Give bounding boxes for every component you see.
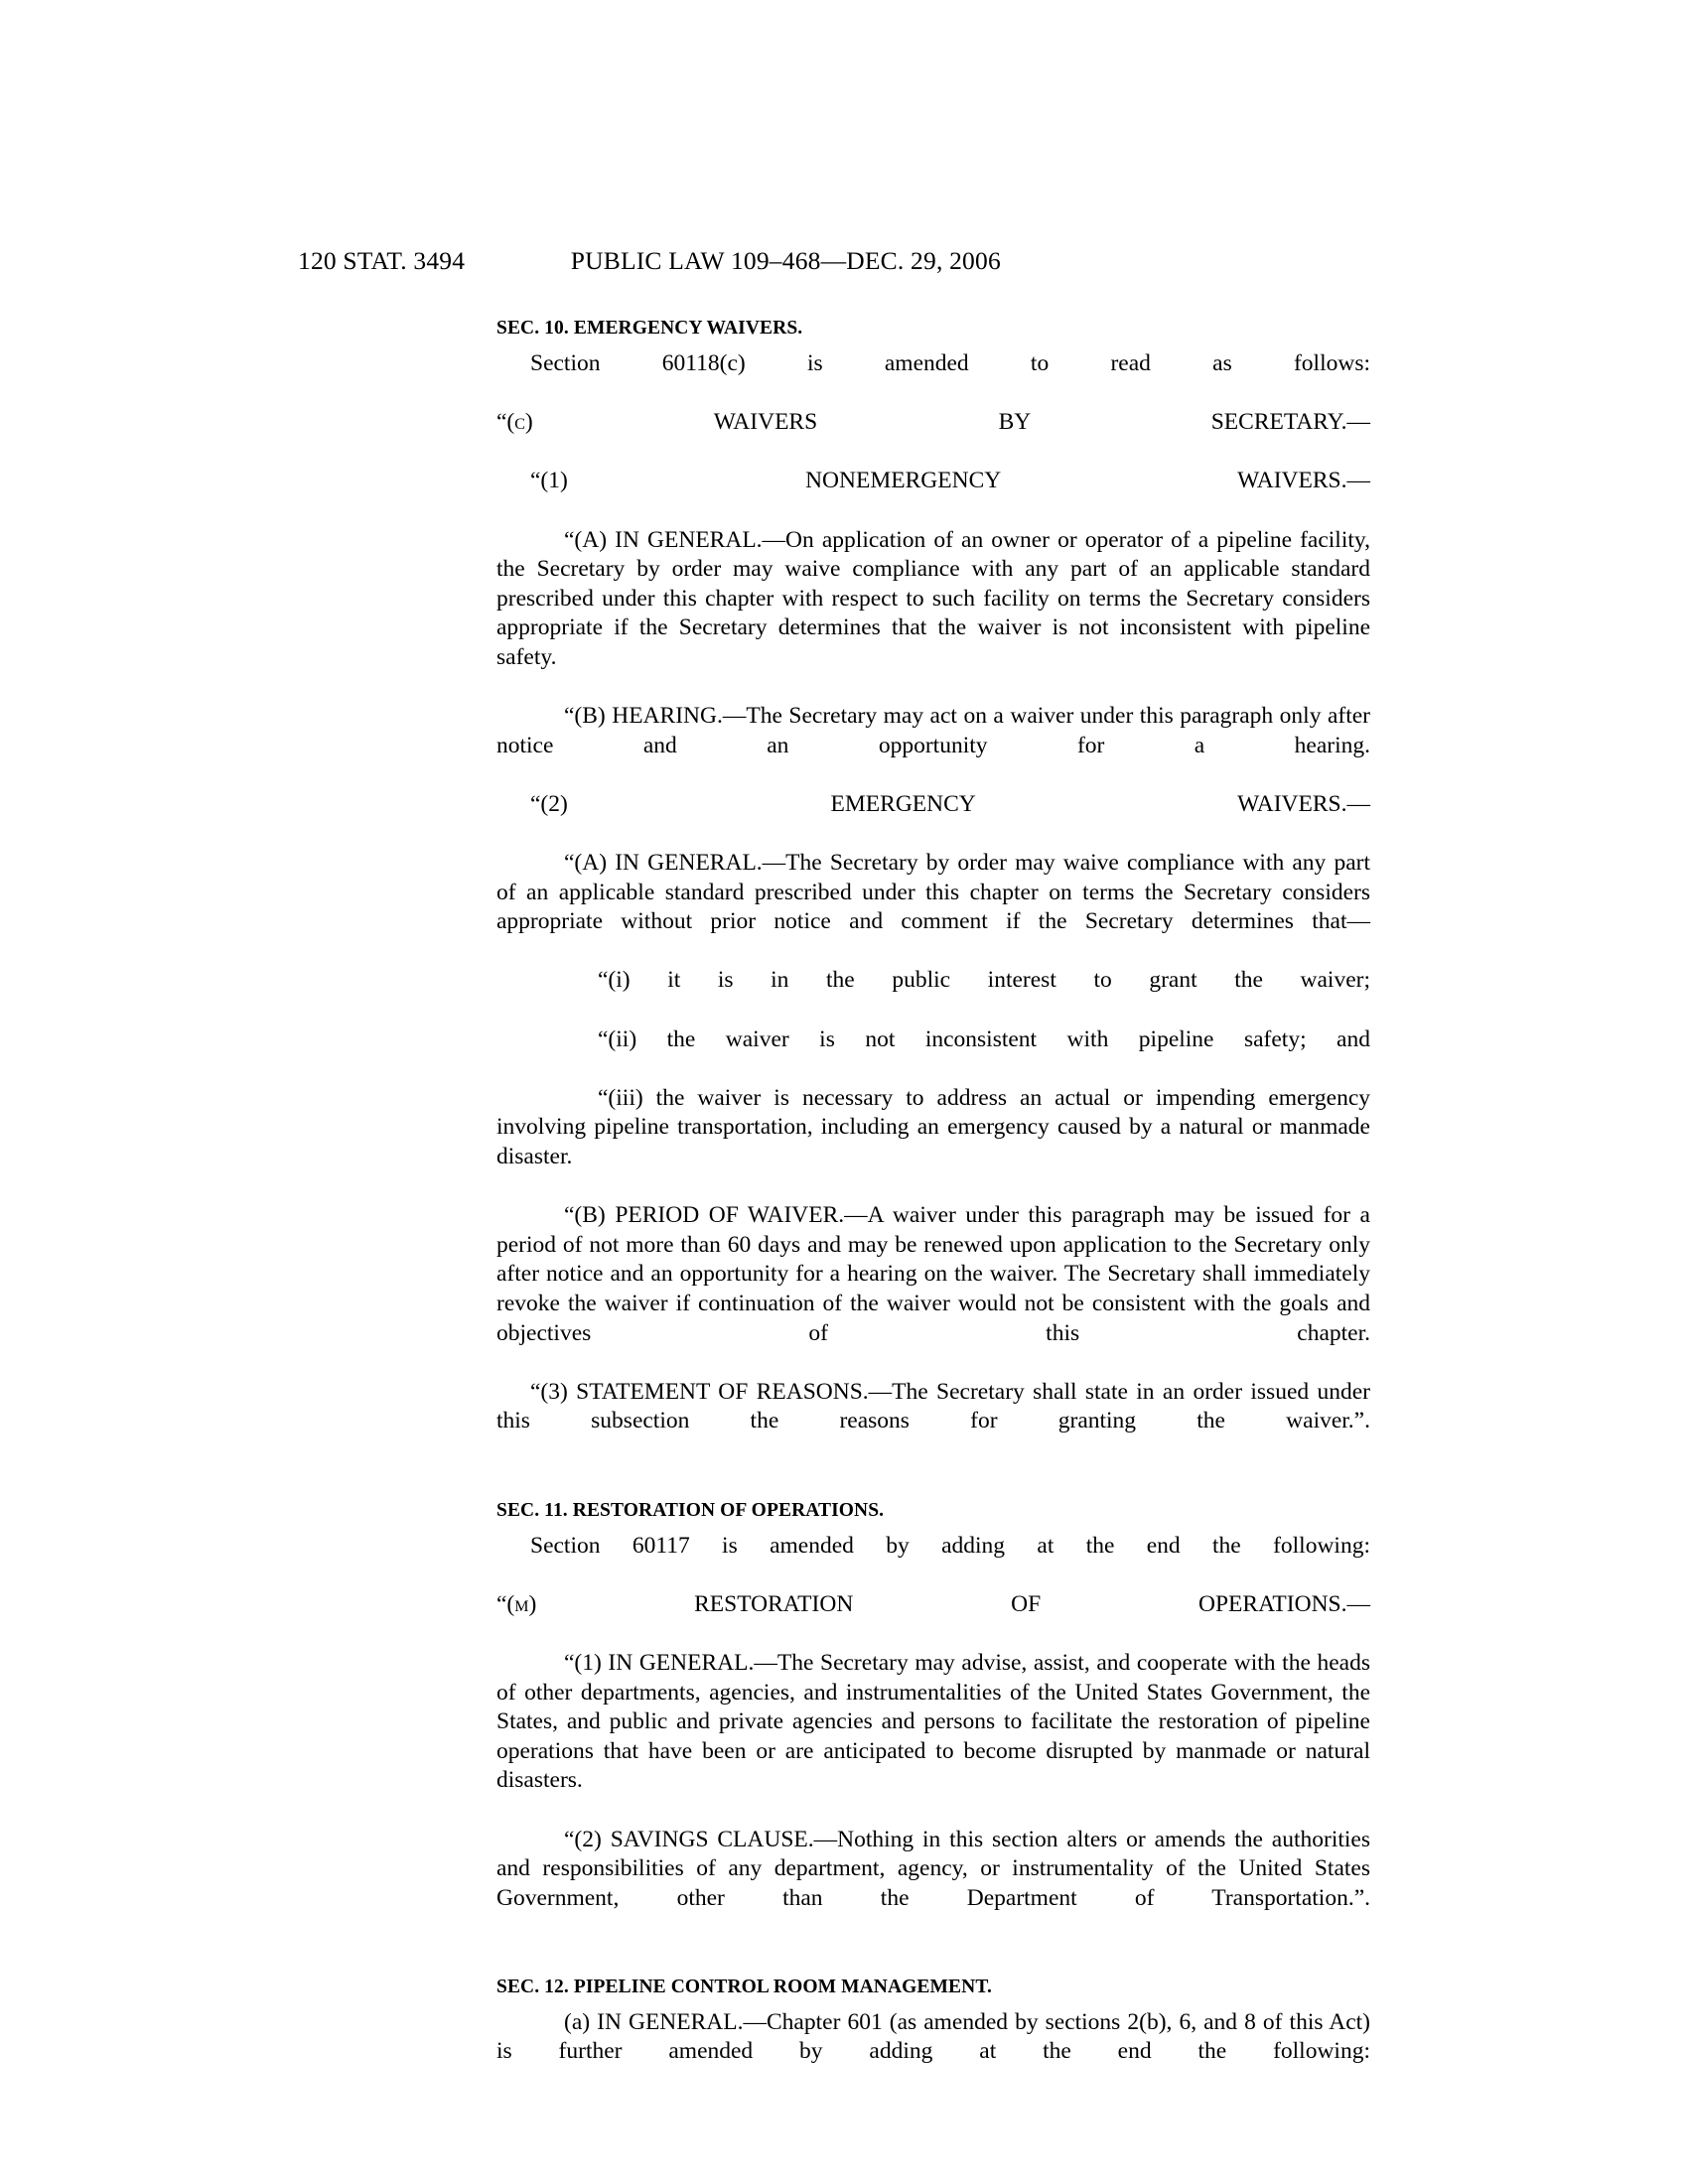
paragraph-10-5: “(B) HEARING.—The Secretary may act on a waiver under this paragraph only after notice and an opportunity for a hearing. — [496, 703, 1370, 758]
paragraph-10-1: Section 60118(c) is amended to read as follows: — [530, 350, 1370, 376]
paragraph-10-10: “(iii) the waiver is necessary to address an actual or impending emergency involving pipeline transportation, including an emergency caused by a natural or manmade disaster. — [496, 1084, 1370, 1170]
paragraph-10-12: “(3) STATEMENT OF REASONS.—The Secretary shall state in an order issued under this subsection the reasons for granting the waiver.”. — [496, 1378, 1370, 1434]
section-heading-11: SEC. 11. RESTORATION OF OPERATIONS. — [496, 1499, 885, 1521]
paragraph-10-8: “(i) it is in the public interest to grant the waiver; — [598, 967, 1370, 994]
public-law-citation: PUBLIC LAW 109–468—DEC. 29, 2006 — [570, 246, 1001, 275]
paragraph-11-3: “(1) IN GENERAL.—The Secretary may advise, assist, and cooperate with the heads of other departments, agencies, and instrumentalities of the United States Government, the States, and public and private agencies and persons to facilitate the restoration of pipeline operations that have been or are anticipated to become disrupted by manmade or natural disasters. — [496, 1649, 1370, 1794]
page-header — [298, 246, 1400, 276]
paragraph-10-7: “(A) IN GENERAL.—The Secretary by order may waive compliance with any part of an applicable standard prescribed under this chapter on terms the Secretary considers appropriate without prior notice and comment if the Secretary determines that— — [496, 850, 1370, 935]
document-body — [496, 318, 1370, 2097]
paragraph-10-6: “(2) EMERGENCY WAIVERS.— — [530, 790, 1370, 817]
section-heading-12: SEC. 12. PIPELINE CONTROL ROOM MANAGEMENT. — [496, 1976, 992, 1997]
paragraph-10-3: “(1) NONEMERGENCY WAIVERS.— — [530, 468, 1370, 494]
section-heading-10: SEC. 10. EMERGENCY WAIVERS. — [496, 318, 803, 339]
paragraph-12-1: (a) IN GENERAL.—Chapter 601 (as amended by sections 2(b), 6, and 8 of this Act) is further amended by adding at the end the following: — [496, 2008, 1370, 2065]
paragraph-11-1: Section 60117 is amended by adding at the end the following: — [530, 1532, 1370, 1559]
paragraph-11-4: “(2) SAVINGS CLAUSE.—Nothing in this section alters or amends the authorities and responsibilities of any department, agency, or instrumentality of the United States Government, other than the Department of Transportation.”. — [496, 1826, 1370, 1911]
paragraph-10-2: “(c) WAIVERS BY SECRETARY.— — [496, 409, 1370, 436]
statute-citation: 120 STAT. 3494 — [298, 246, 466, 275]
paragraph-10-4: “(A) IN GENERAL.—On application of an owner or operator of a pipeline facility, the Secretary by order may waive compliance with any part of an applicable standard prescribed under this chapter with respect to such facility on terms the Secretary considers appropriate if the Secretary determines that the waiver is not inconsistent with pipeline safety. — [496, 526, 1370, 670]
paragraph-10-9: “(ii) the waiver is not inconsistent with pipeline safety; and — [598, 1025, 1370, 1052]
paragraph-11-2: “(m) RESTORATION OF OPERATIONS.— — [496, 1590, 1370, 1617]
paragraph-10-11: “(B) PERIOD OF WAIVER.—A waiver under this paragraph may be issued for a period of not more than 60 days and may be renewed upon application to the Secretary only after notice and an opportunity for a hearing on the waiver. The Secretary shall immediately revoke the waiver if continuation of the waiver would not be consistent with the goals and objectives of this chapter. — [496, 1202, 1370, 1346]
